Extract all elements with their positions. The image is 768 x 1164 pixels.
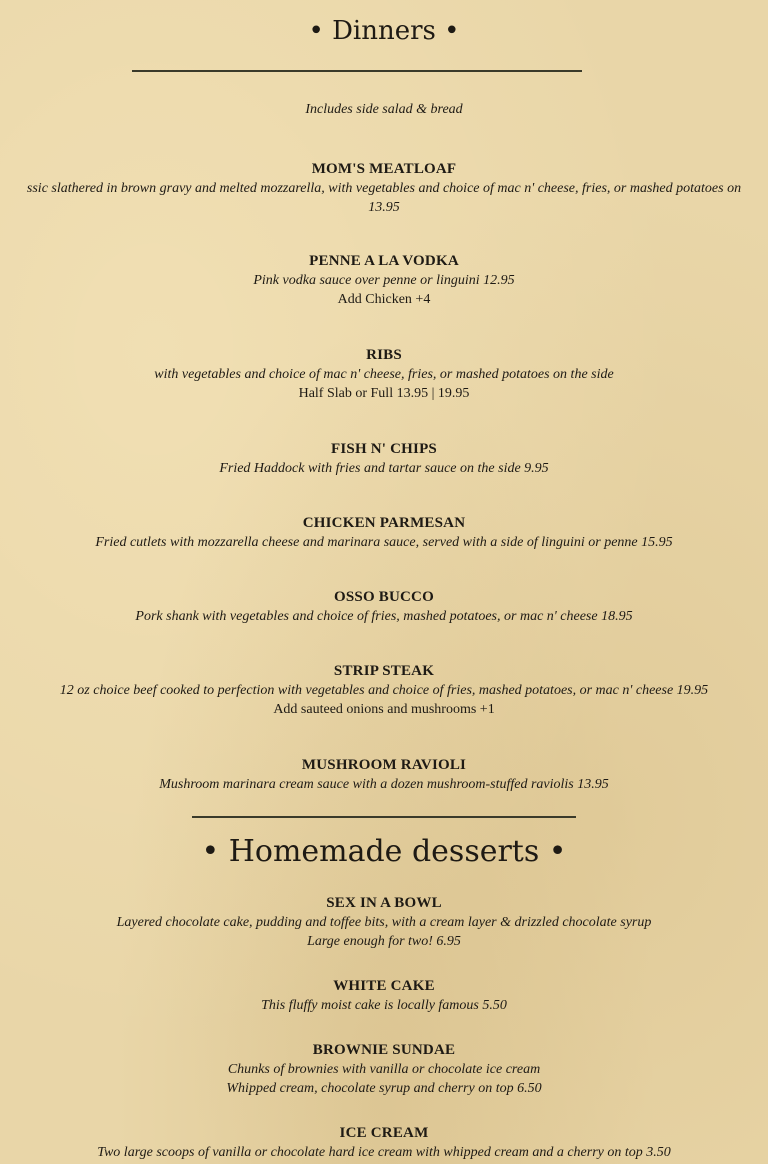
item-name: STRIP STEAK (333, 663, 435, 679)
item-description-2: Whipped cream, chocolate syrup and cherry on top 6.50 (226, 1081, 542, 1096)
desserts-divider (192, 816, 576, 818)
item-name: MOM'S MEATLOAF (311, 161, 457, 177)
item-name: SEX IN A BOWL (326, 895, 442, 911)
menu-item-brownie-sundae (0, 1040, 768, 1098)
item-name: CHICKEN PARMESAN (302, 515, 466, 531)
item-name: FISH N' CHIPS (331, 441, 437, 457)
menu-item-white-cake (0, 976, 768, 1015)
item-description: Pork shank with vegetables and choice of fries, mashed potatoes, or mac n' cheese 18.95 (135, 609, 633, 624)
item-description: Fried cutlets with mozzarella cheese and marinara sauce, served with a side of linguini or penne 15.95 (95, 535, 673, 550)
item-description: Chunks of brownies with vanilla or chocolate ice cream (227, 1062, 541, 1077)
menu-item-chicken-parmesan (0, 513, 768, 552)
item-description: Pink vodka sauce over penne or linguini 12.95 (253, 273, 515, 288)
item-price: Half Slab or Full 13.95 | 19.95 (298, 386, 470, 401)
item-name: OSSO BUCCO (334, 589, 434, 605)
item-name: RIBS (366, 347, 402, 363)
item-price: 13.95 (368, 200, 400, 215)
item-name: PENNE A LA VODKA (309, 253, 459, 269)
item-addon: Add Chicken +4 (337, 292, 431, 307)
item-description: Two large scoops of vanilla or chocolate hard ice cream with whipped cream and a cherry on top 3.50 (97, 1145, 671, 1160)
menu-item-ribs (0, 345, 768, 403)
item-addon: Add sauteed onions and mushrooms +1 (273, 702, 495, 717)
item-description: This fluffy moist cake is locally famous 5.50 (261, 998, 507, 1013)
desserts-title: • Homemade desserts • (201, 834, 567, 869)
menu-item-penne (0, 251, 768, 309)
item-description: Fried Haddock with fries and tartar sauce on the side 9.95 (219, 461, 549, 476)
dinners-divider (132, 70, 582, 72)
dinners-title: • Dinners • (308, 16, 460, 46)
menu-item-sex-in-a-bowl (0, 893, 768, 951)
item-description: Layered chocolate cake, pudding and toffee bits, with a cream layer & drizzled chocolate syrup (116, 915, 652, 930)
item-description: 12 oz choice beef cooked to perfection with vegetables and choice of fries, mashed potatoes, or mac n' cheese 19.95 (59, 683, 709, 698)
dinners-note: Includes side salad & bread (305, 102, 463, 117)
menu-item-ice-cream (0, 1123, 768, 1162)
item-name: WHITE CAKE (333, 978, 435, 994)
item-description: Mushroom marinara cream sauce with a dozen mushroom-stuffed raviolis 13.95 (159, 777, 609, 792)
menu-item-osso-bucco (0, 587, 768, 626)
item-name: ICE CREAM (339, 1125, 429, 1141)
item-description: with vegetables and choice of mac n' cheese, fries, or mashed potatoes on the side (154, 367, 614, 382)
menu-item-meatloaf (0, 159, 768, 217)
item-description-2: Large enough for two! 6.95 (307, 934, 461, 949)
menu-item-fish-n-chips (0, 439, 768, 478)
item-name: MUSHROOM RAVIOLI (301, 757, 467, 773)
menu-item-mushroom-ravioli (0, 755, 768, 794)
item-description: ssic slathered in brown gravy and melted mozzarella, with vegetables and choice of mac n' cheese, fries, or mashed potatoes on (26, 181, 742, 196)
item-name: BROWNIE SUNDAE (312, 1042, 456, 1058)
menu-item-strip-steak (0, 661, 768, 719)
